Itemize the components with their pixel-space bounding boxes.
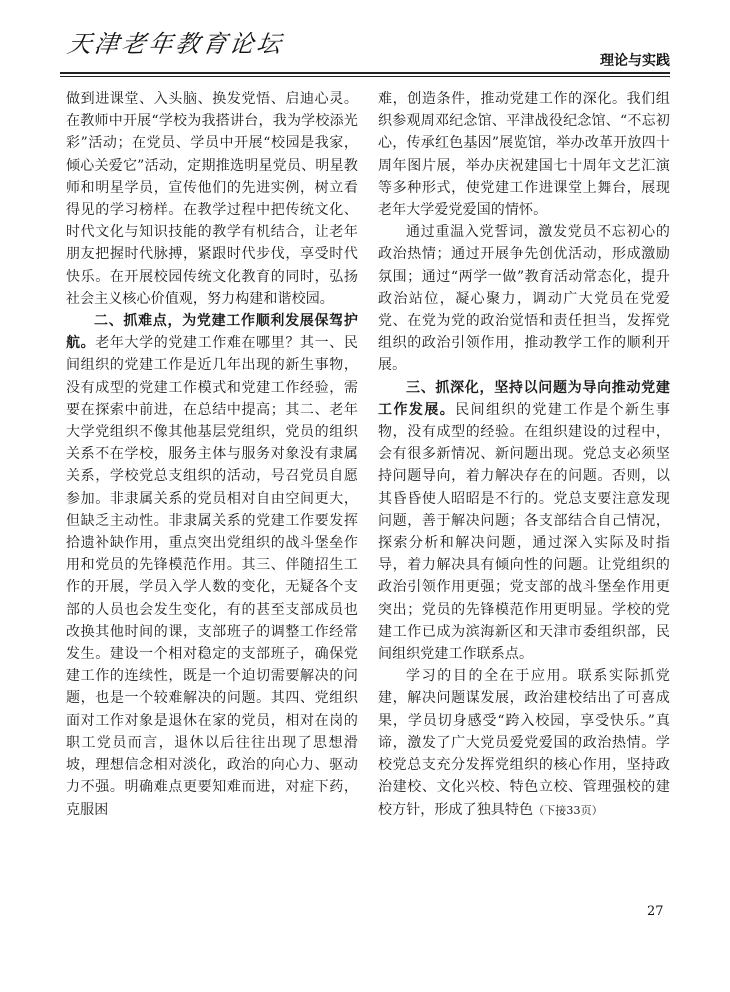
paragraph-body: 学习的目的全在于应用。联系实际抓党建，解决问题谋发展，政治建校结出了可喜成果，学员切身感受“跨入校园，享受快乐。”真谛，激发了广大党员爱党爱国的政治热情。学校党总支充分发挥党组织的核心作用，坚持政治建校、文化兴校、特色立校、管理强校的建校方针，形成了独具特色 [378, 668, 670, 818]
paragraph [66, 310, 358, 821]
paragraph: 做到进课堂、入头脑、换发党悟、启迪心灵。在教师中开展“学校为我搭讲台，我为学校添光彩”活动；在党员、学员中开展“校园是我家，倾心关爱它”活动，定期推选明星党员、明星教师和明星学员，宣传他们的先进实例，树立看得见的学习榜样。在教学过程中把传统文化、时代文化与知识技能的教学有机结合，让老年朋友把握时代脉搏，紧跟时代步伐，享受时代快乐。在开展校园传统文化教育的同时，弘扬社会主义核心价值观，努力构建和谐校园。 [66, 91, 358, 307]
section-heading: 二、抓难点，为党建工作顺利发展保驾护航。 [66, 313, 358, 352]
section-heading: 三、抓深化，坚持以问题为导向推动党建工作发展。 [378, 379, 670, 418]
header-rule-thin [60, 76, 670, 77]
section-title: 理论与实践 [600, 53, 670, 69]
paragraph-body: 民间组织的党建工作是个新生事物，没有成型的经验。在组织建设的过程中，会有很多新情况、新问题出现。党总支必须坚持问题导向，着力解决存在的问题。否则，以其昏昏使人昭昭是不行的。党总支要注意发现问题，善于解决问题；各支部结合自己情况，探索分析和解决问题，通过深入实际及时指导，着力解决具有倾向性的问题。让党组织的政治引领作用更强；党支部的战斗堡垒作用更突出；党员的先锋模范作用更明显。学校的党建工作已成为滨海新区和天津市委组织部，民间组织党建工作联系点。 [378, 401, 671, 663]
journal-logo: 天津老年教育论坛 [65, 30, 286, 58]
paragraph [378, 665, 670, 821]
right-column [378, 88, 670, 822]
continuation-note: （下接33页） [533, 803, 603, 817]
paragraph-body: 老年大学的党建工作难在哪里？其一、民间组织的党建工作是近几年出现的新生事物，没有成型的党建工作模式和党建工作经验，需要在探索中前进，在总结中提高；其二、老年大学党组织不像其他基层党组织，党员的组织关系不在学校，服务主体与服务对象没有隶属关系，学校党总支组织的活动，号召党员自愿参加。非隶属关系的党员相对自由空间更大，但缺乏主动性。非隶属关系的党建工作要发挥拾遗补缺作用，重点突出党组织的战斗堡垒作用和党员的先锋模范作用。其三、伴随招生工作的开展，学员入学人数的变化，无疑各个支部的人员也会发生变化，有的甚至支部成员也改换其他时间的课，支部班子的调整工作经常发生。建设一个相对稳定的支部班子，确保党建工作的连续性，既是一个迫切需要解决的问题，也是一个较难解决的问题。其四、党组织面对工作对象是退休在家的党员，相对在岗的职工党员而言，退休以后往往出现了思想滑坡，理想信念相对淡化，政治的向心力、驱动力不强。明确难点更要知难而进，对症下药，克服困 [66, 335, 358, 818]
page-number: 27 [647, 904, 664, 919]
paragraph: 通过重温入党誓词，激发党员不忘初心的政治热情；通过开展争先创优活动，形成激励氛围；通过“两学一做”教育活动常态化，提升政治站位，凝心聚力，调动广大党员在党爱党、在党为党的政治觉悟和责任担当，发挥党组织的政治引领作用，推动教学工作的顺利开展。 [378, 224, 670, 374]
header-rule-thick [60, 72, 670, 74]
paragraph: 难，创造条件，推动党建工作的深化。我们组织参观周邓纪念馆、平津战役纪念馆、“不忘初心，传承红色基因”展览馆，举办改革开放四十周年图片展，举办庆祝建国七十周年文艺汇演等多种形式，使党建工作进课堂上舞台，展现老年大学爱党爱国的情怀。 [378, 91, 670, 219]
page-header [0, 0, 730, 80]
paragraph [378, 377, 670, 666]
left-column [66, 88, 358, 821]
